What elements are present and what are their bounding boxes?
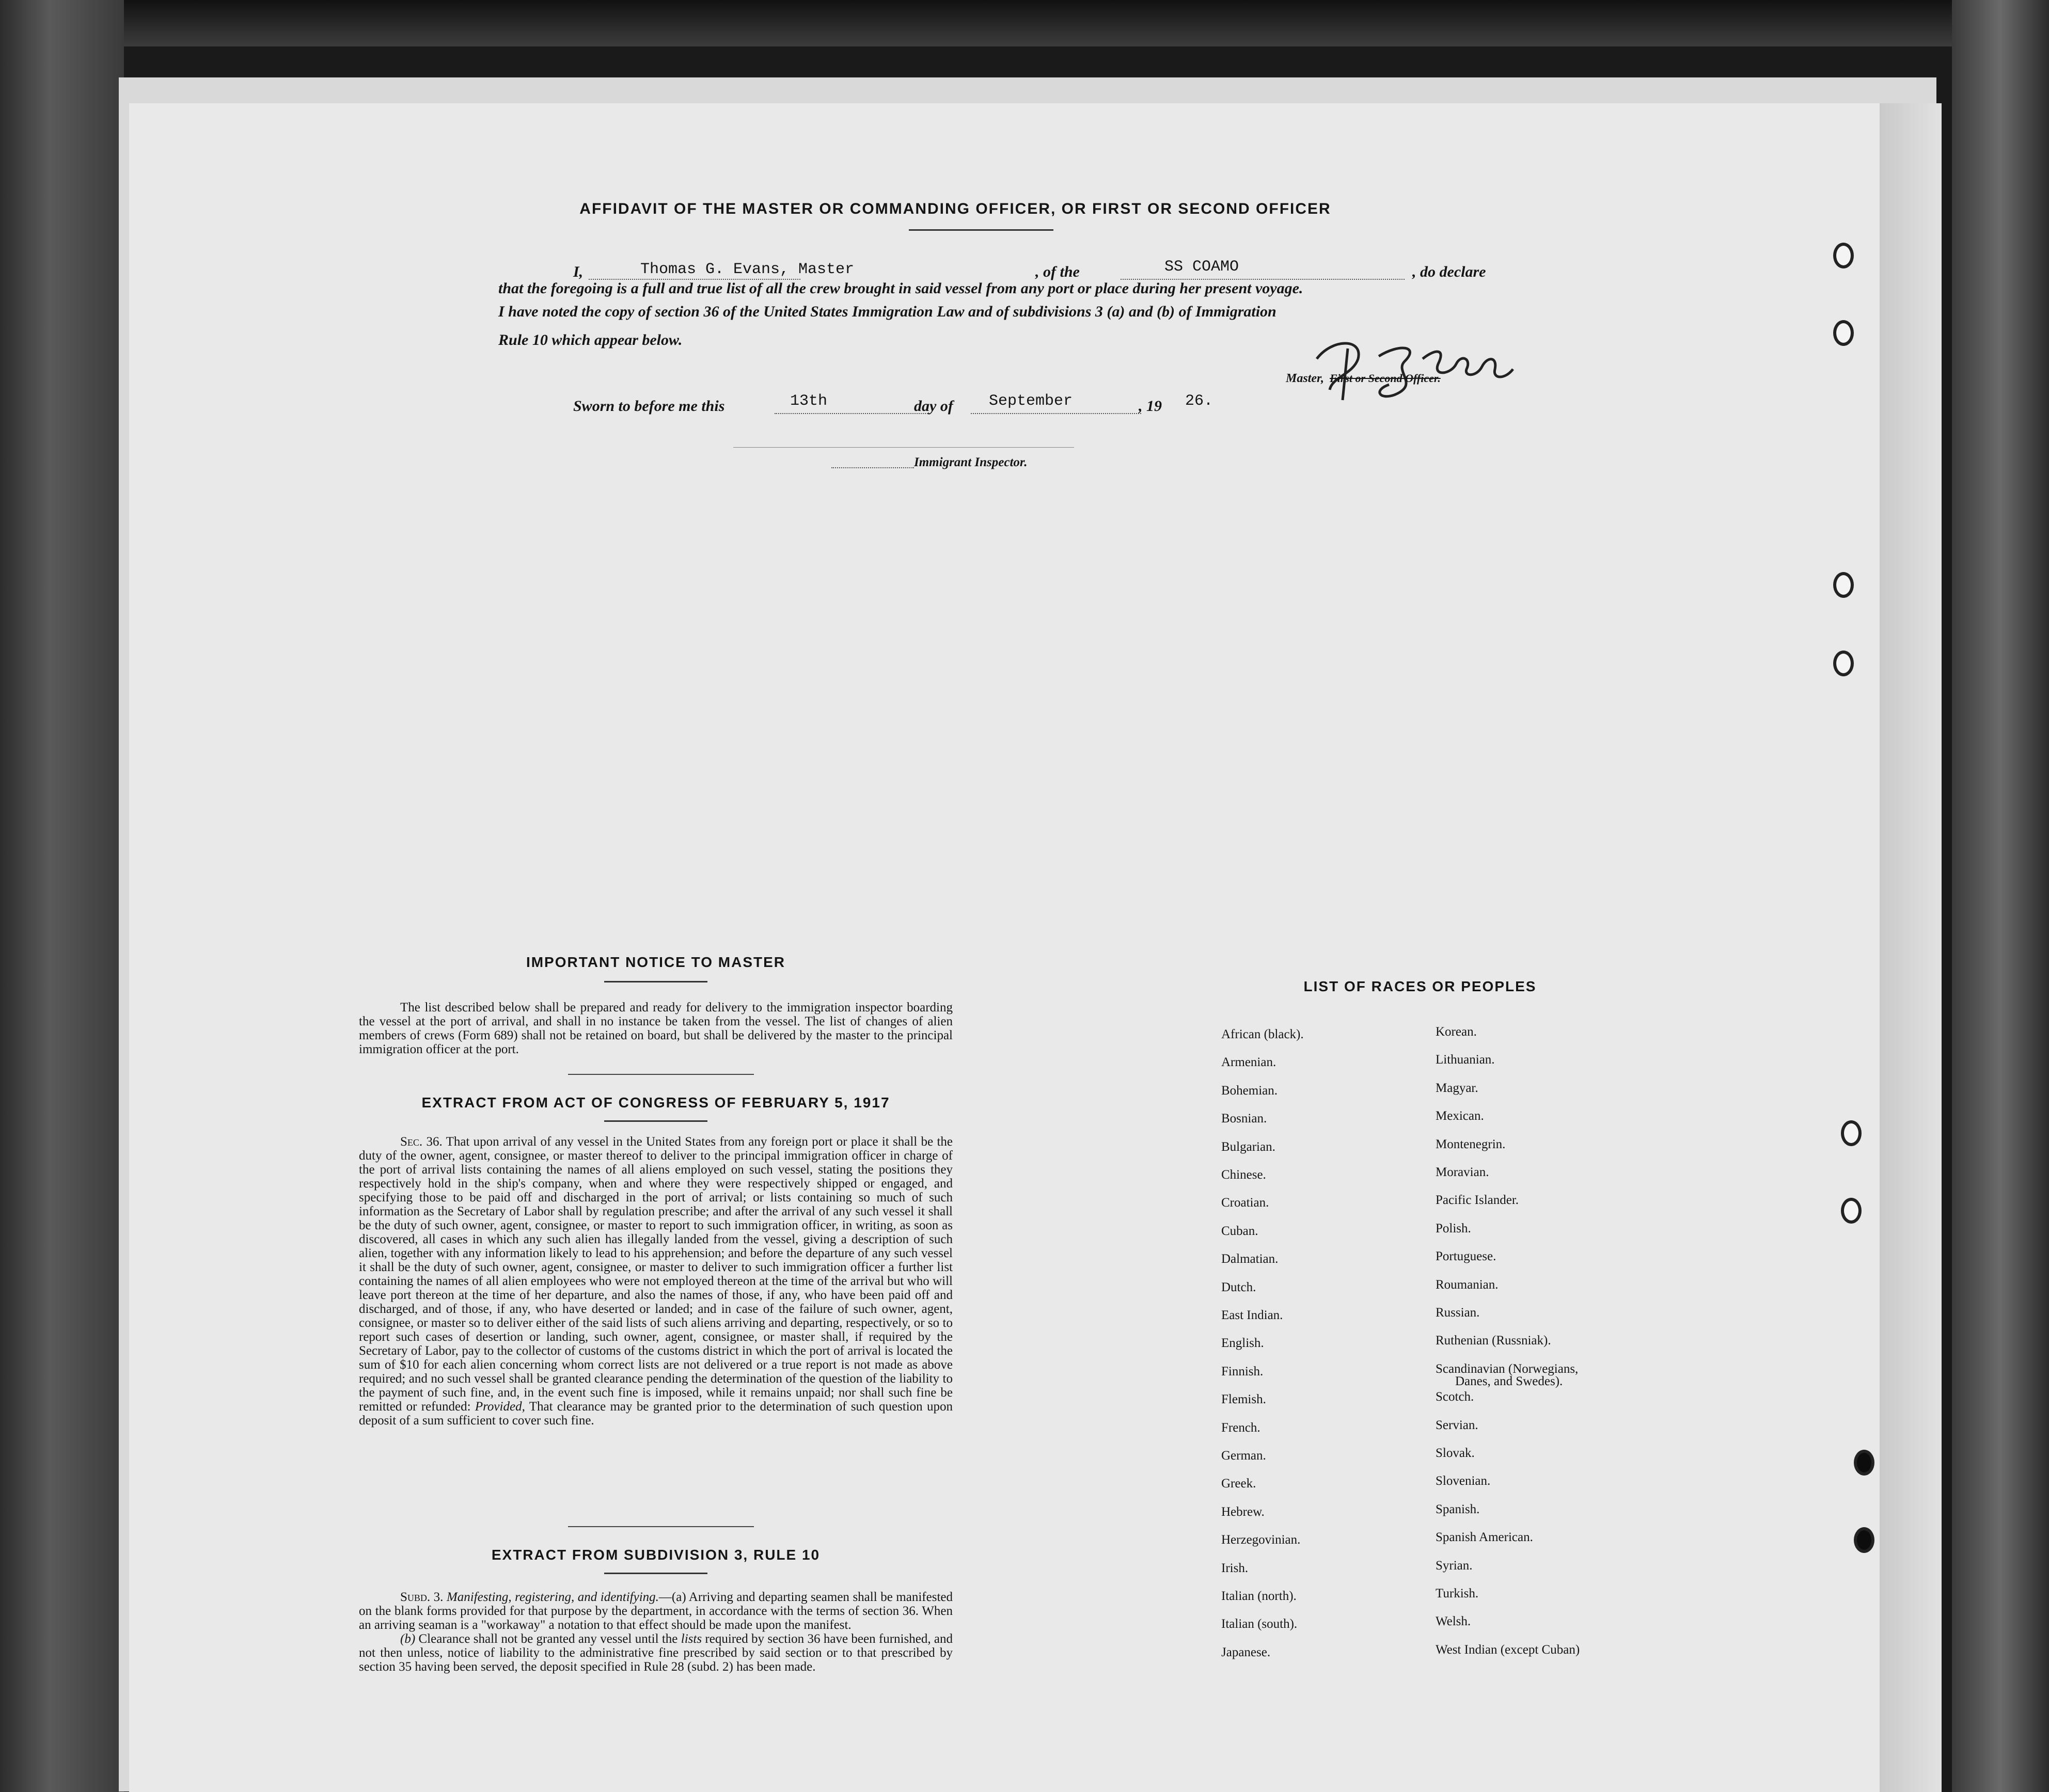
notice-title: IMPORTANT NOTICE TO MASTER [526,954,786,970]
race-item: Herzegovinian. [1221,1533,1301,1547]
race-item: Italian (south). [1221,1617,1298,1631]
race-item: West Indian (except Cuban) [1436,1643,1580,1657]
race-item: Slovenian. [1436,1474,1491,1488]
race-item: French. [1221,1421,1260,1435]
race-item: Cuban. [1221,1224,1258,1238]
race-item: Magyar. [1436,1081,1478,1095]
race-item: Chinese. [1221,1168,1266,1182]
race-item: Russian. [1436,1306,1480,1320]
race-item: Scandinavian (Norwegians, [1436,1362,1579,1376]
extract-end-divider [568,1526,754,1527]
section-36-text: That upon arrival of any vessel in the United States from any foreign port or place it shall be the duty of the owner, agent, consignee, or master thereof to deliver to the principal immigration officer in charge of the port of arrival lists containing the names of all aliens employed on such vessel, stating the positions they respectively hold in the ship's company, when and where they were respectively shipped or engaged, and specifying those to be paid off and discharged in the port of arrival; or lists containing so much of such information as the Secretary of Labor shall by regulation prescribe; and after the arrival of any such vessel it shall be the duty of such owner, agent, consignee, or master to report to such immigration officer, in writing, as soon as discovered, all cases in which any such alien has illegally landed from the vessel, giving a description of such alien, together with any information likely to lead to his apprehension; and before the departure of any such vessel it shall be the duty of such owner, agent, consignee, or master to deliver to such immigration officer a further list containing the names of all alien employees who were not employed thereon at the time of the arrival but who will leave port thereon at the time of her departure, and also the names of those, if any, who have been paid off and discharged, and of those, if any, who have deserted or landed; and in case of the failure of such owner, agent, consignee, or master so to deliver either of the said lists of such aliens arriving and departing, respectively, or so to report such cases of desertion or landing, such owner, agent, consignee, or master shall, if required by the Secretary of Labor, pay to the collector of customs of the customs district in which the port of arrival is located the sum of $10 for each alien concerning whom correct lists are not delivered or a true report is not made as above required; and no such vessel shall be granted clearance pending the determination of the question of the liability to the payment of such fine, and, in the event such fine is imposed, while it remains unpaid; nor shall such fine be remitted or refunded: [359,1135,953,1414]
affidavit-line-4: Rule 10 which appear below. [498,331,683,348]
race-item: Finnish. [1221,1365,1264,1378]
race-item: Bohemian. [1221,1084,1278,1098]
provided-term: Provided, [475,1400,525,1414]
race-item: Spanish. [1436,1502,1480,1516]
race-item: Turkish. [1436,1587,1479,1600]
master-label: Master, [1286,372,1325,385]
notice-text: The list described below shall be prepared and ready for delivery to the immigration inspector boarding the vessel at the port of arrival, and shall in no instance be taken from the vessel. The list of changes of alien members of crews (Form 689) shall not be retained on board, but shall be delivered by the master to the principal immigration officer at the port. [359,1001,953,1056]
master-name-field: Thomas G. Evans, Master [640,261,855,278]
race-item: East Indian. [1221,1308,1283,1322]
race-item: Bulgarian. [1221,1140,1275,1154]
punch-hole-icon [1854,1527,1874,1553]
inspector-signature-line [733,447,1074,448]
race-item: German. [1221,1449,1266,1463]
sworn-label: Sworn to before me this [573,398,725,415]
race-item: Italian (north). [1221,1589,1297,1603]
vessel-name-field: SS COAMO [1164,258,1239,276]
signature-image [1301,328,1518,405]
race-item: Moravian. [1436,1165,1489,1179]
race-item: Greek. [1221,1477,1256,1490]
title-divider [909,229,1053,231]
punch-hole-icon [1854,1450,1874,1476]
year-field: 26. [1185,392,1213,410]
affidavit-line-3: I have noted the copy of section 36 of the United States Immigration Law and of subdivisions 3 (a) and (b) of Immigration [498,303,1276,320]
punch-hole-icon [1833,651,1854,676]
affidavit-line-2: that the foregoing is a full and true list of all the crew brought in said vessel from any port or place during her present voyage. [498,280,1303,297]
race-item: Dalmatian. [1221,1252,1279,1266]
notice-paragraph [359,1001,953,1056]
race-item: Ruthenian (Russniak). [1436,1334,1551,1347]
subd-a-text: —(a) Arriving and departing seamen shall be manifested on the blank forms provided for that purpose by the department, in accordance with the terms of section 36. When an arriving seaman is a "workaway" a notation to that effect should be made upon the manifest. [359,1590,953,1632]
race-item: Armenian. [1221,1055,1276,1069]
punch-hole-icon [1841,1198,1862,1224]
race-item: Scotch. [1436,1390,1474,1404]
race-item: Dutch. [1221,1280,1256,1294]
race-item: African (black). [1221,1027,1304,1041]
race-item: Servian. [1436,1418,1478,1432]
inspector-label: Immigrant Inspector. [914,455,1028,469]
race-item: Irish. [1221,1561,1249,1575]
day-of-label: day of [914,398,953,415]
scan-border-left [0,0,124,1792]
race-item: Syrian. [1436,1559,1473,1573]
race-item: Portuguese. [1436,1249,1496,1263]
document-page [129,103,1880,1792]
rule-10-paragraph [359,1590,953,1674]
section-label: Sec. 36. [400,1135,443,1149]
race-item: Croatian. [1221,1196,1269,1210]
subd-b-text-2: required by section 36 have been furnished, and not then unless, notice of liability to the administrative fine prescribed by said section or to that prescribed by section 35 having been served, the deposit specified in Rule 28 (subd. 2) has been made. [359,1632,953,1674]
extract-act-title: EXTRACT FROM ACT OF CONGRESS OF FEBRUARY 5, 1917 [421,1095,890,1111]
extract-act-divider [604,1120,707,1122]
section-36-paragraph [359,1135,953,1428]
officer-label-struck: First or Second Officer. [1330,372,1441,385]
race-item: Montenegrin. [1436,1137,1506,1151]
month-field: September [989,392,1073,410]
year-prefix: , 19 [1139,398,1162,415]
subd-b-text-1: Clearance shall not be granted any vessel until the [418,1632,678,1646]
race-item: Welsh. [1436,1614,1471,1628]
race-item: Slovak. [1436,1446,1475,1460]
races-title: LIST OF RACES OR PEOPLES [1303,978,1537,994]
race-item: Lithuanian. [1436,1053,1495,1067]
scan-border-top [0,0,2049,46]
race-item: Spanish American. [1436,1530,1533,1544]
extract-rule-title: EXTRACT FROM SUBDIVISION 3, RULE 10 [491,1547,821,1563]
race-item: English. [1221,1336,1264,1350]
punch-hole-icon [1833,243,1854,268]
punch-hole-icon [1833,320,1854,346]
inspector-name-line [831,467,914,468]
race-item: Hebrew. [1221,1505,1265,1519]
page-edge-shadow [1880,103,1942,1792]
race-item: Mexican. [1436,1109,1484,1123]
race-item: Bosnian. [1221,1112,1267,1125]
punch-hole-icon [1841,1120,1862,1146]
notice-divider [604,981,707,982]
scan-border-right [1952,0,2049,1792]
race-item: Flemish. [1221,1392,1266,1406]
notice-end-divider [568,1074,754,1075]
section-36-text-end: That clearance may be granted prior to the determination of such question upon deposit of a sum sufficient to cover such fine. [359,1400,953,1428]
race-item: Japanese. [1221,1645,1271,1659]
affidavit-title: AFFIDAVIT OF THE MASTER OR COMMANDING OFFICER, OR FIRST OR SECOND OFFICER [579,200,1331,217]
day-field-line [775,413,929,414]
affidavit-i-label: I, [573,263,584,280]
day-field: 13th [790,392,828,410]
subd-b-label: (b) [400,1632,416,1646]
race-item: Korean. [1436,1025,1477,1039]
race-item: Roumanian. [1436,1278,1499,1292]
do-declare-label: , do declare [1412,263,1486,280]
race-item-continuation: Danes, and Swedes). [1455,1374,1563,1388]
extract-rule-divider [604,1573,707,1574]
subd-title: Manifesting, registering, and identifying. [446,1590,659,1604]
race-item: Pacific Islander. [1436,1193,1519,1207]
punch-hole-icon [1833,572,1854,598]
race-item: Polish. [1436,1222,1471,1235]
subd-label: Subd. 3. [400,1590,444,1604]
month-field-line [971,413,1141,414]
subd-b-lists: lists [681,1632,702,1646]
of-the-label: , of the [1035,263,1080,280]
